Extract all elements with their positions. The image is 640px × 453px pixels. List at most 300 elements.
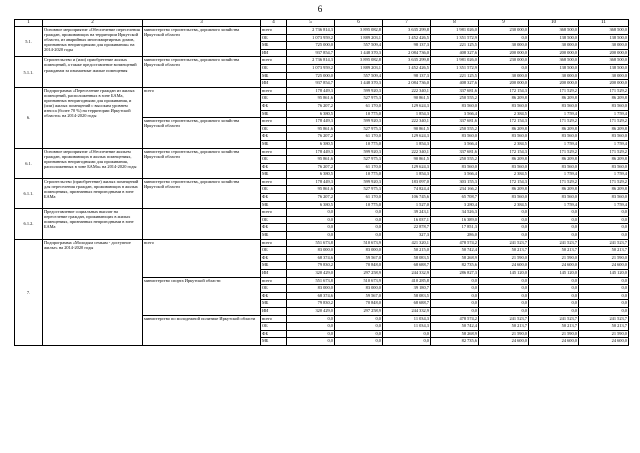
amount-cell: 937 854,7 xyxy=(287,49,335,57)
funding-source: ФБ xyxy=(261,194,287,202)
amount-cell: 1 889 203,1 xyxy=(335,34,383,42)
amount-cell: 138 500,0 xyxy=(529,64,579,72)
amount-cell: 1 854,3 xyxy=(383,110,431,118)
amount-cell: 241 523,7 xyxy=(479,239,529,247)
amount-cell: 10 775,0 xyxy=(335,201,383,209)
amount-cell: 24 600,0 xyxy=(479,262,529,270)
amount-cell: 3 566,4 xyxy=(431,171,479,179)
amount-cell: 76 207,2 xyxy=(287,102,335,110)
amount-cell: 171 529,2 xyxy=(579,178,629,186)
amount-cell: 172 154,3 xyxy=(479,178,529,186)
amount-cell: 79 830,2 xyxy=(287,300,335,308)
amount-cell: 0,0 xyxy=(479,209,529,217)
amount-cell: 86 209,8 xyxy=(529,95,579,103)
amount-cell: 6 380,5 xyxy=(287,171,335,179)
amount-cell: 58 083,5 xyxy=(383,292,431,300)
amount-cell: 241 523,7 xyxy=(579,239,629,247)
funding-source: ОБ xyxy=(261,186,287,194)
amount-cell: 200 000,0 xyxy=(479,49,529,57)
amount-cell: 30 000,0 xyxy=(479,72,529,80)
amount-cell: 22 878,7 xyxy=(383,224,431,232)
amount-cell: 599 920,3 xyxy=(335,118,383,126)
executor: всего xyxy=(143,239,261,277)
amount-cell: 50 742,4 xyxy=(431,323,479,331)
amount-cell: 95 861,6 xyxy=(287,125,335,133)
amount-cell: 0,0 xyxy=(287,216,335,224)
amount-cell: 30 000,0 xyxy=(579,72,629,80)
item-description: Основное мероприятие «Обеспечение жильем граждан, проживающих в жилых помещениях, признанных непригодными для проживания, расположенных в зоне БАМа» на 2014-2020 годы xyxy=(43,148,143,178)
amount-cell: 83 000,0 xyxy=(335,285,383,293)
amount-cell: 1 452 426,5 xyxy=(383,64,431,72)
amount-cell: 178 449,3 xyxy=(287,118,335,126)
amount-cell: 0,0 xyxy=(335,315,383,323)
amount-cell: 0,0 xyxy=(479,300,529,308)
executor: министерство строительства, дорожного хозяйства Иркутской области xyxy=(143,178,261,208)
amount-cell: 368 500,0 xyxy=(579,57,629,65)
amount-cell: 0,0 xyxy=(431,307,479,315)
funding-source: МБ xyxy=(261,72,287,80)
amount-cell: 145 120,0 xyxy=(479,270,529,278)
amount-cell: 61 170,0 xyxy=(335,194,383,202)
amount-cell: 21 590,0 xyxy=(479,330,529,338)
amount-cell: 0,0 xyxy=(529,307,579,315)
item-description: Строительство и (или) приобретение жилых помещений, а также предоставление возмещений гражданам за изымаемые жилые помещения xyxy=(43,57,143,87)
amount-cell: 1 448 370,3 xyxy=(335,49,383,57)
amount-cell: 937 854,7 xyxy=(287,80,335,88)
amount-cell: 90 861,5 xyxy=(383,156,431,164)
column-number: 6 xyxy=(335,20,383,27)
amount-cell: 21 590,0 xyxy=(529,330,579,338)
amount-cell: 83 560,0 xyxy=(479,133,529,141)
amount-cell: 90 861,5 xyxy=(383,125,431,133)
amount-cell: 95 861,6 xyxy=(287,95,335,103)
amount-cell: 183 097,0 xyxy=(383,178,431,186)
amount-cell: 21 590,0 xyxy=(579,254,629,262)
amount-cell: 171 529,2 xyxy=(579,87,629,95)
column-number: 11 xyxy=(579,20,629,27)
amount-cell: 76 207,2 xyxy=(287,163,335,171)
amount-cell: 1 073 959,2 xyxy=(287,64,335,72)
amount-cell: 0,0 xyxy=(287,315,335,323)
amount-cell: 86 209,8 xyxy=(529,125,579,133)
amount-cell: 303 155,3 xyxy=(431,178,479,186)
amount-cell: 178 449,3 xyxy=(287,87,335,95)
amount-cell: 171 529,2 xyxy=(529,148,579,156)
amount-cell: 3 566,4 xyxy=(431,110,479,118)
amount-cell: 222 340,1 xyxy=(383,118,431,126)
amount-cell: 1 854,3 xyxy=(383,140,431,148)
amount-cell: 0,0 xyxy=(529,292,579,300)
amount-cell: 0,0 xyxy=(383,338,431,346)
amount-cell: 0,0 xyxy=(431,300,479,308)
amount-cell: 250 555,2 xyxy=(431,156,479,164)
amount-cell: 250 555,2 xyxy=(431,125,479,133)
amount-cell: 16 037,1 xyxy=(383,216,431,224)
amount-cell: 2 384,5 xyxy=(479,140,529,148)
funding-source: МБ xyxy=(261,42,287,50)
amount-cell: 83 560,0 xyxy=(479,102,529,110)
amount-cell: 0,0 xyxy=(579,292,629,300)
amount-cell: 2 384,5 xyxy=(479,110,529,118)
amount-cell: 171 529,2 xyxy=(529,118,579,126)
amount-cell: 221 125,5 xyxy=(431,72,479,80)
amount-cell: 222 340,1 xyxy=(383,148,431,156)
amount-cell: 83 560,0 xyxy=(479,194,529,202)
item-description: Основное мероприятие «Обеспечение переселения граждан, проживающих на территории Иркутской области, из аварийных многоквартирных домов, признанных непригодными для проживания» на 2014-2020 годы xyxy=(43,27,143,57)
amount-cell: 0,0 xyxy=(529,285,579,293)
amount-cell: 145 120,0 xyxy=(579,270,629,278)
amount-cell: 68 688,7 xyxy=(383,262,431,270)
amount-cell: 95 861,6 xyxy=(287,156,335,164)
amount-cell: 83 560,0 xyxy=(431,163,479,171)
amount-cell: 70 848,0 xyxy=(335,262,383,270)
amount-cell: 3 635 299,8 xyxy=(383,27,431,35)
item-number: 7. xyxy=(15,239,43,345)
amount-cell: 83 560,0 xyxy=(431,102,479,110)
amount-cell: 0,0 xyxy=(579,209,629,217)
amount-cell: 50 215,0 xyxy=(383,247,431,255)
amount-cell: 61 170,0 xyxy=(335,133,383,141)
amount-cell: 1 854,3 xyxy=(383,171,431,179)
amount-cell: 244 332,9 xyxy=(383,307,431,315)
amount-cell: 320 429,0 xyxy=(287,307,335,315)
amount-cell: 2 736 814,3 xyxy=(287,57,335,65)
amount-cell: 551 673,8 xyxy=(287,277,335,285)
amount-cell: 171 529,2 xyxy=(529,87,579,95)
amount-cell: 61 170,0 xyxy=(335,102,383,110)
funding-source: ФБ xyxy=(261,224,287,232)
amount-cell: 30 000,0 xyxy=(579,42,629,50)
funding-source: всего xyxy=(261,277,287,285)
amount-cell: 86 209,8 xyxy=(479,125,529,133)
amount-cell: 24 600,0 xyxy=(529,338,579,346)
table-row xyxy=(15,178,629,186)
executor: министерство строительства, дорожного хозяйства Иркутской области xyxy=(143,27,261,57)
funding-source: ИИ xyxy=(261,80,287,88)
amount-cell: 1 759,4 xyxy=(529,110,579,118)
funding-source: ОБ xyxy=(261,323,287,331)
amount-cell: 337 681,6 xyxy=(431,87,479,95)
table-row xyxy=(15,27,629,35)
amount-cell: 234 166,2 xyxy=(431,186,479,194)
funding-source: ФБ xyxy=(261,254,287,262)
amount-cell: 58 083,5 xyxy=(383,254,431,262)
amount-cell: 1 527,0 xyxy=(383,201,431,209)
amount-cell: 0,0 xyxy=(529,232,579,240)
amount-cell: 83 560,0 xyxy=(579,133,629,141)
amount-cell: 0,0 xyxy=(287,232,335,240)
amount-cell: 0,0 xyxy=(287,338,335,346)
amount-cell: 1 981 026,0 xyxy=(431,27,479,35)
amount-cell: 0,0 xyxy=(579,277,629,285)
column-number: 2 xyxy=(43,20,143,27)
amount-cell: 50 213,7 xyxy=(479,323,529,331)
executor: министерство по молодежной политике Иркутской области xyxy=(143,315,261,345)
amount-cell: 30 000,0 xyxy=(529,42,579,50)
funding-source: всего xyxy=(261,148,287,156)
amount-cell: 1 759,4 xyxy=(579,110,629,118)
amount-cell: 0,0 xyxy=(579,224,629,232)
amount-cell: 0,0 xyxy=(431,277,479,285)
amount-cell: 200 000,0 xyxy=(579,80,629,88)
amount-cell: 86 209,8 xyxy=(479,95,529,103)
amount-cell: 83 560,0 xyxy=(579,163,629,171)
amount-cell: 230 000,0 xyxy=(479,57,529,65)
amount-cell: 3 566,4 xyxy=(431,140,479,148)
amount-cell: 0,0 xyxy=(479,34,529,42)
amount-cell: 2 084 736,0 xyxy=(383,49,431,57)
amount-cell: 6 380,5 xyxy=(287,201,335,209)
amount-cell: 86 209,8 xyxy=(579,125,629,133)
amount-cell: 0,0 xyxy=(335,216,383,224)
funding-source: ОБ xyxy=(261,156,287,164)
amount-cell: 0,0 xyxy=(579,232,629,240)
funding-source: всего xyxy=(261,178,287,186)
amount-cell: 10 775,0 xyxy=(335,110,383,118)
amount-cell: 0,0 xyxy=(579,216,629,224)
amount-cell: 129 624,3 xyxy=(383,102,431,110)
amount-cell: 725 000,0 xyxy=(287,42,335,50)
amount-cell: 241 523,7 xyxy=(479,315,529,323)
amount-cell: 241 523,7 xyxy=(529,315,579,323)
amount-cell: 1 981 026,0 xyxy=(431,57,479,65)
item-number: 6. xyxy=(15,87,43,148)
item-number: 5.1.1. xyxy=(15,57,43,87)
funding-source: всего xyxy=(261,118,287,126)
amount-cell: 410 285,8 xyxy=(383,277,431,285)
amount-cell: 527 975,3 xyxy=(335,186,383,194)
amount-cell: 3 895 082,8 xyxy=(335,57,383,65)
amount-cell: 1 452 426,5 xyxy=(383,34,431,42)
funding-source: МБ xyxy=(261,171,287,179)
table-row xyxy=(15,57,629,65)
amount-cell: 599 920,3 xyxy=(335,178,383,186)
amount-cell: 0,0 xyxy=(431,292,479,300)
amount-cell: 408 327,6 xyxy=(431,49,479,57)
amount-cell: 82 735,6 xyxy=(431,338,479,346)
amount-cell: 34 526,3 xyxy=(431,209,479,217)
amount-cell: 21 590,0 xyxy=(579,330,629,338)
amount-cell: 1 759,4 xyxy=(529,201,579,209)
amount-cell: 1 351 572,9 xyxy=(431,64,479,72)
amount-cell: 200 000,0 xyxy=(529,49,579,57)
amount-cell: 17 851,3 xyxy=(431,224,479,232)
amount-cell: 1 759,4 xyxy=(579,140,629,148)
amount-cell: 0,0 xyxy=(529,209,579,217)
amount-cell: 2 736 814,3 xyxy=(287,27,335,35)
funding-source: ФБ xyxy=(261,292,287,300)
amount-cell: 527 975,3 xyxy=(335,95,383,103)
funding-source: МБ xyxy=(261,262,287,270)
amount-cell: 10 775,0 xyxy=(335,171,383,179)
funding-source: всего xyxy=(261,315,287,323)
amount-cell: 1 759,4 xyxy=(579,171,629,179)
item-description: Строительство (приобретение) жилых помещений для переселения граждан, проживающих в жилых помещениях, признанных непригодными в зоне БАМа xyxy=(43,178,143,208)
amount-cell: 86 209,8 xyxy=(579,156,629,164)
amount-cell: 337 681,6 xyxy=(431,148,479,156)
amount-cell: 138 500,0 xyxy=(579,34,629,42)
amount-cell: 0,0 xyxy=(287,209,335,217)
amount-cell: 297 258,9 xyxy=(335,307,383,315)
amount-cell: 59 567,0 xyxy=(335,254,383,262)
funding-source: ОБ xyxy=(261,34,287,42)
amount-cell: 0,0 xyxy=(335,209,383,217)
amount-cell: 337 681,6 xyxy=(431,118,479,126)
amount-cell: 3 280,4 xyxy=(431,201,479,209)
executor: министерство строительства, дорожного хозяйства Иркутской области xyxy=(143,57,261,87)
amount-cell: 172 154,3 xyxy=(479,148,529,156)
funding-source: МБ xyxy=(261,300,287,308)
amount-cell: 0,0 xyxy=(579,300,629,308)
amount-cell: 1 759,4 xyxy=(529,140,579,148)
executor: всего xyxy=(143,87,261,117)
amount-cell: 0,0 xyxy=(529,216,579,224)
amount-cell: 39 180,7 xyxy=(383,285,431,293)
amount-cell: 0,0 xyxy=(335,224,383,232)
amount-cell: 86 209,8 xyxy=(479,156,529,164)
amount-cell: 50 213,7 xyxy=(529,247,579,255)
amount-cell: 83 560,0 xyxy=(431,133,479,141)
amount-cell: 1 448 370,3 xyxy=(335,80,383,88)
amount-cell: 478 574,2 xyxy=(431,239,479,247)
amount-cell: 83 560,0 xyxy=(579,194,629,202)
amount-cell: 0,0 xyxy=(479,277,529,285)
amount-cell: 244 332,9 xyxy=(383,270,431,278)
amount-cell: 30 000,0 xyxy=(479,42,529,50)
funding-source: ОБ xyxy=(261,216,287,224)
amount-cell: 82 735,6 xyxy=(431,262,479,270)
funding-source: всего xyxy=(261,57,287,65)
funding-source: МБ xyxy=(261,338,287,346)
table-header-row xyxy=(15,20,629,27)
amount-cell: 83 560,0 xyxy=(479,163,529,171)
amount-cell: 230 000,0 xyxy=(479,27,529,35)
amount-cell: 200 000,0 xyxy=(579,49,629,57)
amount-cell: 171 529,2 xyxy=(529,178,579,186)
funding-source: всего xyxy=(261,209,287,217)
amount-cell: 1 759,4 xyxy=(529,171,579,179)
amount-cell: 95 861,6 xyxy=(287,186,335,194)
amount-cell: 527 975,3 xyxy=(335,156,383,164)
amount-cell: 3 895 082,8 xyxy=(335,27,383,35)
amount-cell: 599 920,3 xyxy=(335,87,383,95)
amount-cell: 200 000,0 xyxy=(479,80,529,88)
funding-source: всего xyxy=(261,87,287,95)
amount-cell: 129 624,3 xyxy=(383,163,431,171)
amount-cell: 138 500,0 xyxy=(529,34,579,42)
funding-source: ФБ xyxy=(261,102,287,110)
amount-cell: 76 207,2 xyxy=(287,133,335,141)
amount-cell: 24 600,0 xyxy=(579,338,629,346)
column-number: 3 xyxy=(143,20,261,27)
amount-cell: 1 759,4 xyxy=(579,201,629,209)
amount-cell: 551 673,8 xyxy=(287,239,335,247)
amount-cell: 106 745,6 xyxy=(383,194,431,202)
amount-cell: 70 848,0 xyxy=(335,300,383,308)
amount-cell: 2 084 736,0 xyxy=(383,80,431,88)
funding-source: МБ xyxy=(261,140,287,148)
funding-source: ИИ xyxy=(261,270,287,278)
table-row xyxy=(15,87,629,95)
amount-cell: 408 327,6 xyxy=(431,80,479,88)
executor: министерство строительства, дорожного хозяйства Иркутской области xyxy=(143,118,261,148)
amount-cell: 10 775,0 xyxy=(335,140,383,148)
table-row xyxy=(15,209,629,217)
amount-cell: 3 635 299,8 xyxy=(383,57,431,65)
amount-cell: 61 170,0 xyxy=(335,163,383,171)
amount-cell: 0,0 xyxy=(529,277,579,285)
amount-cell: 2 384,5 xyxy=(479,171,529,179)
amount-cell: 0,0 xyxy=(335,232,383,240)
amount-cell: 172 154,3 xyxy=(479,87,529,95)
amount-cell: 320 429,0 xyxy=(287,270,335,278)
amount-cell: 1 351 572,9 xyxy=(431,34,479,42)
amount-cell: 86 209,8 xyxy=(579,95,629,103)
amount-cell: 368 500,0 xyxy=(529,57,579,65)
amount-cell: 86 209,8 xyxy=(529,156,579,164)
amount-cell: 50 213,7 xyxy=(479,247,529,255)
amount-cell: 1 889 203,1 xyxy=(335,64,383,72)
amount-cell: 0,0 xyxy=(431,285,479,293)
amount-cell: 83 560,0 xyxy=(529,102,579,110)
amount-cell: 83 560,0 xyxy=(579,102,629,110)
amount-cell: 0,0 xyxy=(479,232,529,240)
amount-cell: 0,0 xyxy=(579,285,629,293)
amount-cell: 39 243,1 xyxy=(383,209,431,217)
budget-table xyxy=(14,19,629,346)
amount-cell: 79 830,2 xyxy=(287,262,335,270)
amount-cell: 725 000,0 xyxy=(287,72,335,80)
funding-source: ИИ xyxy=(261,49,287,57)
amount-cell: 0,0 xyxy=(383,330,431,338)
amount-cell: 178 449,3 xyxy=(287,148,335,156)
column-number: 10 xyxy=(529,20,579,27)
amount-cell: 250 555,2 xyxy=(431,95,479,103)
funding-source: ОБ xyxy=(261,285,287,293)
funding-source: ФБ xyxy=(261,330,287,338)
amount-cell: 1 073 959,2 xyxy=(287,34,335,42)
amount-cell: 510 673,9 xyxy=(335,277,383,285)
amount-cell: 11 034,3 xyxy=(383,315,431,323)
column-number: 5 xyxy=(287,20,335,27)
amount-cell: 50 213,7 xyxy=(529,323,579,331)
executor: министерство строительства, дорожного хозяйства Иркутской области xyxy=(143,148,261,178)
funding-source: МБ xyxy=(261,110,287,118)
amount-cell: 16 389,0 xyxy=(431,216,479,224)
amount-cell: 286 827,3 xyxy=(431,270,479,278)
amount-cell: 0,0 xyxy=(529,224,579,232)
amount-cell: 58 268,9 xyxy=(431,254,479,262)
amount-cell: 74 824,4 xyxy=(383,186,431,194)
amount-cell: 221 125,5 xyxy=(431,42,479,50)
funding-source: ОБ xyxy=(261,125,287,133)
amount-cell: 138 500,0 xyxy=(579,64,629,72)
amount-cell: 50 213,7 xyxy=(579,323,629,331)
page-number: 6 xyxy=(317,4,323,14)
amount-cell: 0,0 xyxy=(335,330,383,338)
executor: министерство спорта Иркутской области xyxy=(143,277,261,315)
executor xyxy=(143,209,261,239)
amount-cell: 241 523,7 xyxy=(529,239,579,247)
amount-cell: 83 560,0 xyxy=(529,133,579,141)
amount-cell: 76 207,2 xyxy=(287,194,335,202)
amount-cell: 83 560,0 xyxy=(529,194,579,202)
amount-cell: 297 258,9 xyxy=(335,270,383,278)
amount-cell: 599 920,3 xyxy=(335,148,383,156)
item-number: 5.1. xyxy=(15,27,43,57)
amount-cell: 0,0 xyxy=(479,285,529,293)
amount-cell: 200 000,0 xyxy=(529,80,579,88)
